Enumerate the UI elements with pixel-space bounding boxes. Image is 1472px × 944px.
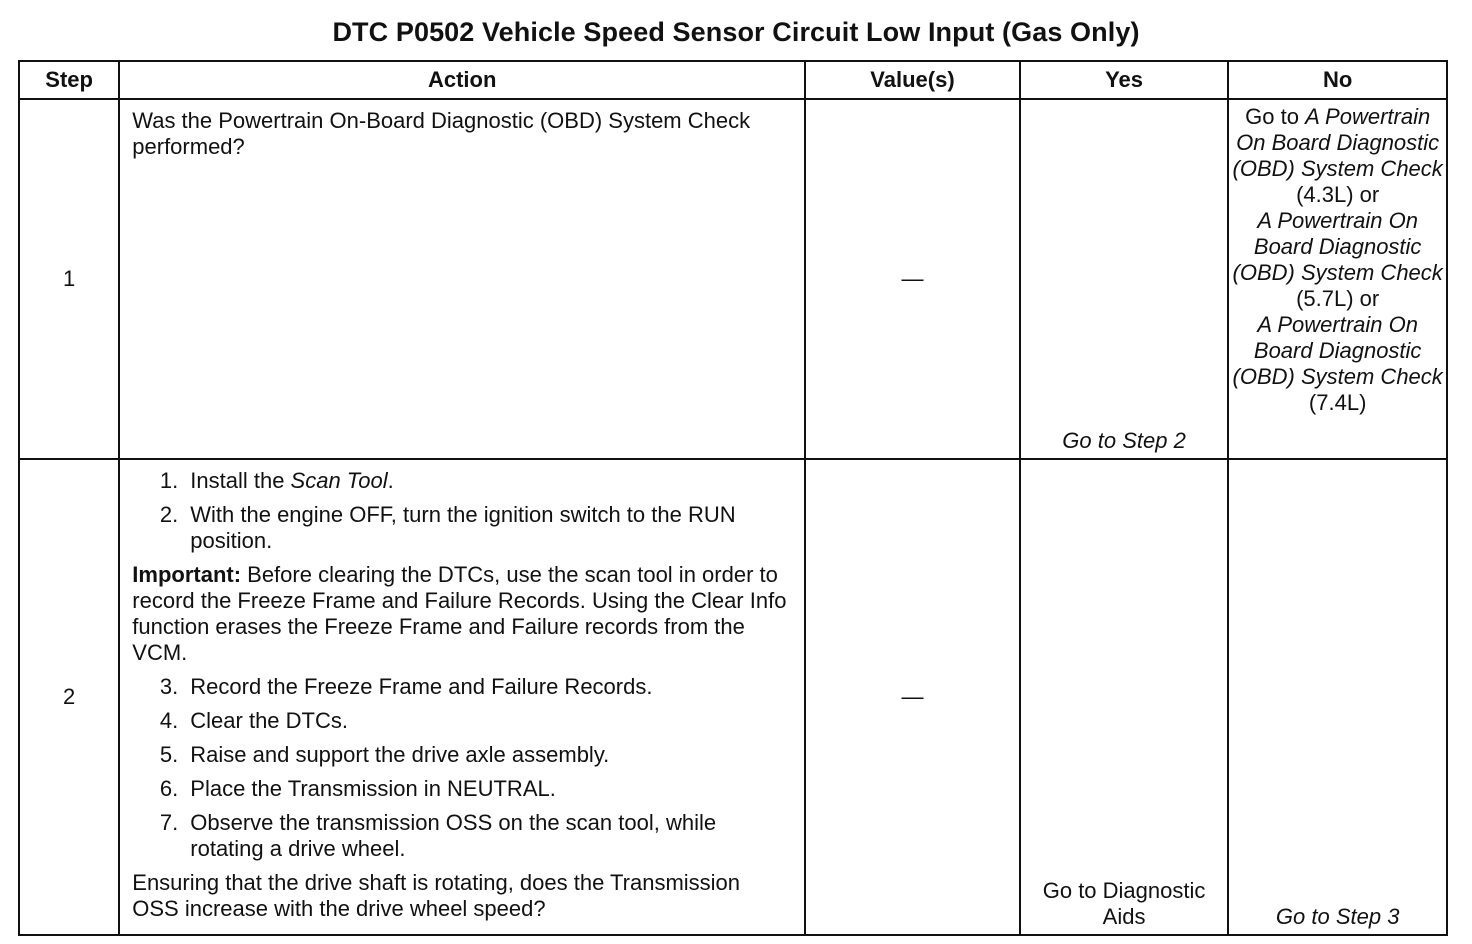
yes-link[interactable]: Go to Diagnostic Aids: [1042, 878, 1206, 929]
step-index: 5.: [159, 742, 179, 767]
step-number: 2: [19, 459, 119, 935]
step-index: 7.: [159, 810, 179, 835]
step-index: 2.: [159, 502, 179, 527]
important-note: [132, 562, 792, 666]
no-cell: [1228, 459, 1447, 935]
action-cell: [119, 99, 805, 459]
yes-cell: [1020, 459, 1229, 935]
no-link-5-7l[interactable]: A Powertrain On Board Diagnostic (OBD) System Check: [1232, 208, 1443, 285]
procedure-step: [132, 708, 792, 734]
step-text: Raise and support the drive axle assembly.: [190, 742, 610, 767]
step-text-pre: Install the: [190, 468, 291, 493]
action-question: Was the Powertrain On-Board Diagnostic (OBD) System Check performed?: [132, 108, 751, 159]
diagnostic-table: [18, 60, 1448, 936]
step-text: With the engine OFF, turn the ignition switch to the RUN position.: [190, 502, 736, 553]
yes-link[interactable]: Go to Step 2: [1062, 428, 1186, 453]
no-suffix-5-7l: (5.7L) or: [1296, 286, 1380, 311]
no-lead: Go to: [1245, 104, 1306, 129]
value-cell: —: [805, 99, 1020, 459]
procedure-step: [132, 674, 792, 700]
step-text: Observe the transmission OSS on the scan tool, while rotating a drive wheel.: [190, 810, 717, 861]
header-yes: Yes: [1020, 61, 1229, 99]
procedure-steps-b: [132, 674, 792, 862]
important-text: Before clearing the DTCs, use the scan tool in order to record the Freeze Frame and Failure Records. Using the Clear Info function erases the Freeze Frame and Failure records from the VCM.: [132, 562, 787, 665]
header-action: Action: [119, 61, 805, 99]
no-suffix-7-4l: (7.4L): [1308, 390, 1367, 415]
step-index: 3.: [159, 674, 179, 699]
action-question: Ensuring that the drive shaft is rotating, does the Transmission OSS increase with the drive wheel speed?: [132, 870, 741, 921]
step-text: Clear the DTCs.: [190, 708, 348, 733]
no-link[interactable]: Go to Step 3: [1275, 904, 1400, 929]
header-row: [19, 61, 1447, 99]
scan-tool-link[interactable]: Scan Tool: [290, 468, 388, 493]
procedure-step: [132, 742, 792, 768]
step-index: 1.: [159, 468, 179, 493]
procedure-step: [132, 810, 792, 862]
procedure-step: [132, 776, 792, 802]
yes-cell: [1020, 99, 1229, 459]
table-row: [19, 99, 1447, 459]
procedure-step: [132, 502, 792, 554]
no-cell: [1228, 99, 1447, 459]
header-step: Step: [19, 61, 119, 99]
header-values: Value(s): [805, 61, 1020, 99]
step-index: 6.: [159, 776, 179, 801]
header-no: No: [1228, 61, 1447, 99]
procedure-steps-a: [132, 468, 792, 554]
step-text: Record the Freeze Frame and Failure Records.: [190, 674, 653, 699]
value-cell: —: [805, 459, 1020, 935]
important-label: Important:: [132, 562, 242, 587]
step-index: 4.: [159, 708, 179, 733]
step-text-post: .: [387, 468, 394, 493]
no-link-4-3l[interactable]: A Powertrain On Board Diagnostic (OBD) System Check: [1232, 104, 1443, 181]
procedure-step: [132, 468, 792, 494]
step-number: 1: [19, 99, 119, 459]
no-suffix-4-3l: (4.3L) or: [1296, 182, 1380, 207]
page-title: DTC P0502 Vehicle Speed Sensor Circuit Low Input (Gas Only): [332, 17, 1140, 47]
action-cell: [119, 459, 805, 935]
no-link-7-4l[interactable]: A Powertrain On Board Diagnostic (OBD) System Check: [1232, 312, 1443, 389]
step-text: Place the Transmission in NEUTRAL.: [190, 776, 556, 801]
table-row: [19, 459, 1447, 935]
step-text: [190, 468, 792, 494]
